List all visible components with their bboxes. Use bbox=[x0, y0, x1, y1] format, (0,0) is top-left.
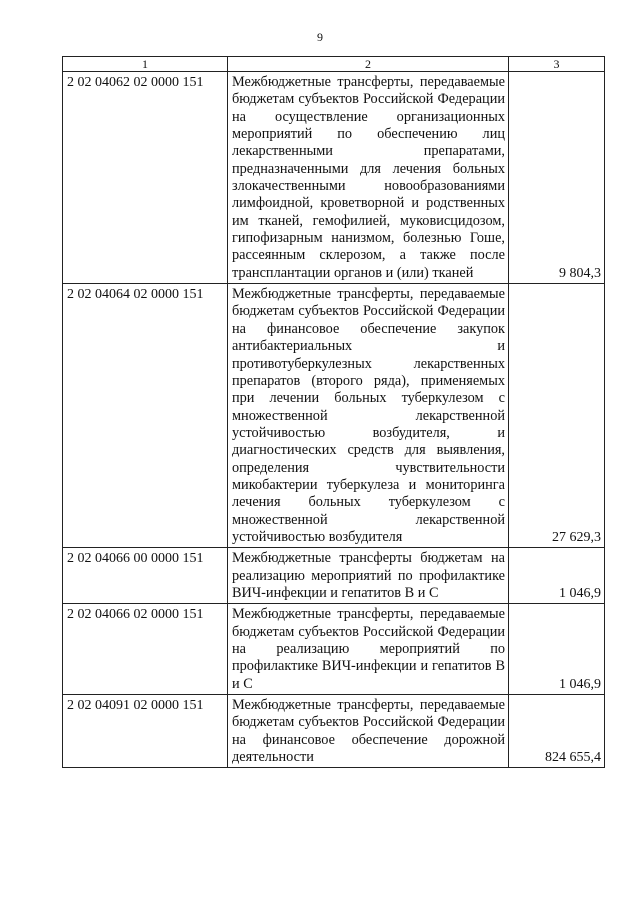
budget-amount: 9 804,3 bbox=[559, 266, 601, 282]
budget-code: 2 02 04066 00 0000 151 bbox=[63, 548, 228, 604]
budget-table bbox=[62, 56, 605, 768]
budget-code: 2 02 04064 02 0000 151 bbox=[63, 284, 228, 548]
budget-code: 2 02 04066 02 0000 151 bbox=[63, 604, 228, 695]
budget-amount: 1 046,9 bbox=[559, 677, 601, 693]
amount-cell bbox=[509, 695, 605, 768]
budget-code: 2 02 04062 02 0000 151 bbox=[63, 72, 228, 284]
budget-description: Межбюджетные трансферты бюджетам на реализацию мероприятий по профилактике ВИЧ-инфекции и гепатитов В и С bbox=[228, 548, 509, 604]
column-header-1: 1 bbox=[63, 57, 228, 72]
budget-amount: 27 629,3 bbox=[552, 530, 601, 546]
table-row bbox=[63, 695, 605, 768]
amount-cell bbox=[509, 72, 605, 284]
amount-cell bbox=[509, 284, 605, 548]
amount-cell bbox=[509, 548, 605, 604]
budget-description: Межбюджетные трансферты, передаваемые бюджетам субъектов Российской Федерации на финансовое обеспечение закупок антибактериальных и противотуберкулезных лекарственных препаратов (второго ряда), применяемых при лечении больных туберкулезом с множественной лекарственной устойчивостью возбудителя, и диагностических средств для выявления, определения чувствительности микобактерии туберкулеза и мониторинга лечения больных туберкулезом с множественной лекарственной устойчивостью возбудителя bbox=[228, 284, 509, 548]
budget-code: 2 02 04091 02 0000 151 bbox=[63, 695, 228, 768]
budget-amount: 1 046,9 bbox=[559, 586, 601, 602]
table-header-row bbox=[63, 57, 605, 72]
table-row bbox=[63, 72, 605, 284]
table-row bbox=[63, 604, 605, 695]
budget-description: Межбюджетные трансферты, передаваемые бюджетам субъектов Российской Федерации на осуществление организационных мероприятий по обеспечению лиц лекарственными препаратами, предназначенными для лечения больных злокачественными новообразованиями лимфоидной, кроветворной и родственных им тканей, гемофилией, муковисцидозом, гипофизарным нанизмом, болезнью Гоше, рассеянным склерозом, а также после трансплантации органов и (или) тканей bbox=[228, 72, 509, 284]
budget-description: Межбюджетные трансферты, передаваемые бюджетам субъектов Российской Федерации на реализацию мероприятий по профилактике ВИЧ-инфекции и гепатитов В и С bbox=[228, 604, 509, 695]
table-row bbox=[63, 284, 605, 548]
column-header-3: 3 bbox=[509, 57, 605, 72]
table-row bbox=[63, 548, 605, 604]
page-number: 9 bbox=[317, 30, 323, 44]
budget-amount: 824 655,4 bbox=[545, 750, 601, 766]
budget-description: Межбюджетные трансферты, передаваемые бюджетам субъектов Российской Федерации на финансовое обеспечение дорожной деятельности bbox=[228, 695, 509, 768]
column-header-2: 2 bbox=[228, 57, 509, 72]
amount-cell bbox=[509, 604, 605, 695]
